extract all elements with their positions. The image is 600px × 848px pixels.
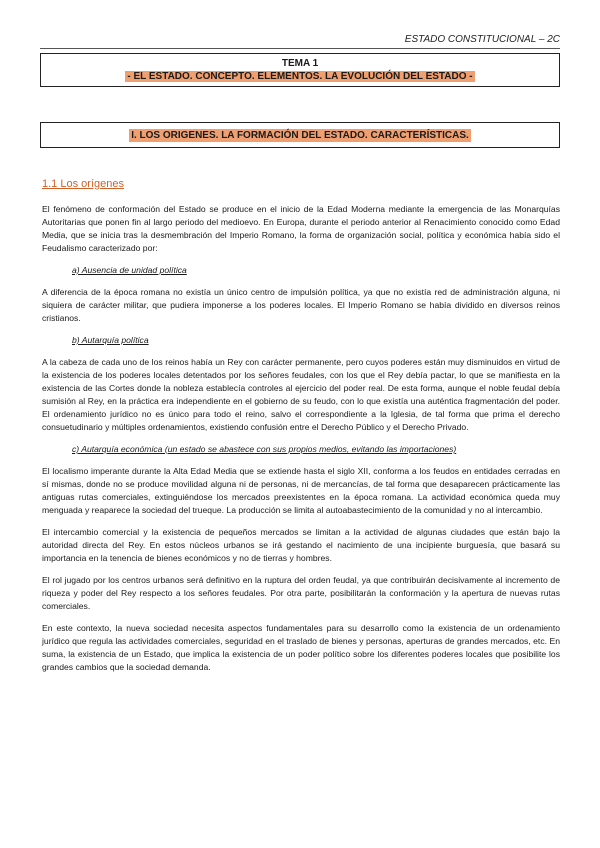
tema-subtitle: - EL ESTADO. CONCEPTO. ELEMENTOS. LA EVOLUCIÓN DEL ESTADO - — [127, 71, 473, 82]
section-heading: 1.1 Los orígenes — [42, 178, 124, 190]
subsection-c-heading: c) Autarquía económica (un estado se abastece con sus propios medios, evitando las importaciones) — [72, 444, 457, 454]
subsection-c-paragraph-1: El localismo imperante durante la Alta Edad Media que se extiende hasta el siglo XII, conforma a los feudos en entidades cerradas en sí mismas, donde no se produce movilidad alguna ni de personas, ni de mercancías, de tal forma que desaparecen prácticamente las antiguas rutas comerciales, extinguiéndose los mercados preexistentes en la época romana. La actividad económica queda muy menguada y reaparece la sociedad del trueque. La producción se limita al autoabastecimiento de la comunidad y no al intercambio. — [42, 466, 560, 515]
subsection-c-paragraph-4: En este contexto, la nueva sociedad necesita aspectos fundamentales para su desarrollo como la existencia de un ordenamiento jurídico que regula las actividades comerciales, seguridad en el traslado de bienes y personas, aperturas de grandes mercados, etc. En suma, la existencia de un Estado, que implica la existencia de un poder político sobre los diferentes poderes locales que posibilite los grandes cambios que la sociedad demanda. — [42, 623, 560, 672]
subsection-a-heading: a) Ausencia de unidad política — [72, 265, 187, 275]
document-body — [42, 178, 560, 674]
header-divider — [40, 48, 560, 49]
subsection-c-paragraph-3: El rol jugado por los centros urbanos será definitivo en la ruptura del orden feudal, ya que contribuirán decisivamente al incremento de riqueza y poder del Rey respecto a los señores feudales. Por otra parte, posibilitarán la conformación y la apertura de nuevas rutas comerciales. — [42, 575, 560, 611]
subsection-b-paragraph: A la cabeza de cada uno de los reinos había un Rey con carácter permanente, pero cuyos poderes están muy disminuidos en virtud de la existencia de los poderes locales detentados por los señores feudales, con los que el Rey debía pactar, lo que se manifiesta en la existencia de las Cortes donde la nobleza establecía controles al ejercicio del poder real. De esta forma, aunque el noble feudal debía sumisión al Rey, en la práctica era independiente en el gobierno de su feudo, con lo que existía una auténtica fragmentación del poder. El ordenamiento jurídico no es único para todo el reino, salvo el correspondiente a la Iglesia, de tal forma que prima el derecho consuetudinario y múltiples ordenamientos, existiendo confusión entre el Derecho Público y el Derecho Privado. — [42, 357, 560, 432]
subsection-a-paragraph: A diferencia de la época romana no existía un único centro de impulsión política, ya que no existía red de administración alguna, ni siquiera de carácter militar, que pudiera imponerse a los poderes locales. El Imperio Romano se había dividido en diversos reinos cristianos. — [42, 287, 560, 323]
intro-paragraph: El fenómeno de conformación del Estado se produce en el inicio de la Edad Moderna mediante la emergencia de las Monarquías Autoritarias que ponen fin al largo periodo del medioevo. En Europa, durante el periodo anterior al Renacimiento conocido como Edad Media, que se inicia tras la desmembración del Imperio Romano, la forma de organización social, política y económica había sido el Feudalismo caracterizado por: — [42, 204, 560, 253]
section-box — [40, 122, 560, 148]
title-box — [40, 53, 560, 87]
course-header: ESTADO CONSTITUCIONAL – 2C — [404, 34, 560, 45]
subsection-c-paragraph-2: El intercambio comercial y la existencia de pequeños mercados se limitan a la actividad de algunas ciudades que están bajo la autoridad directa del Rey. En estos núcleos urbanos se irá gestando el nacimiento de una incipiente burguesía, que basará su importancia en la tenencia de bienes económicos y no de tierras y hombres. — [42, 527, 560, 563]
section-title: I. LOS ORIGENES. LA FORMACIÓN DEL ESTADO. CARACTERÍSTICAS. — [131, 130, 469, 141]
tema-title: TEMA 1 — [281, 58, 319, 69]
subsection-b-heading: b) Autarquía política — [72, 335, 149, 345]
